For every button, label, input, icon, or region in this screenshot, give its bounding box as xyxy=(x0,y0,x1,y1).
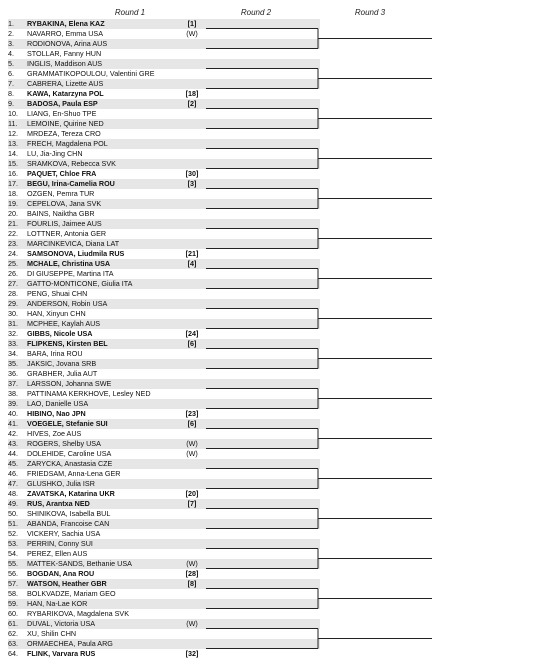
seed-label: [7] xyxy=(187,499,197,508)
draw-number: 11. xyxy=(8,119,18,128)
draw-number: 19. xyxy=(8,199,18,208)
player-name: INGLIS, Maddison AUS xyxy=(27,59,103,68)
player-name: LIANG, En-Shuo TPE xyxy=(27,109,97,118)
player-name: STOLLAR, Fanny HUN xyxy=(27,49,102,58)
draw-number: 42. xyxy=(8,429,18,438)
player-name: KAWA, Katarzyna POL xyxy=(27,89,104,98)
player-name: CEPELOVA, Jana SVK xyxy=(27,199,102,208)
player-name: LEMOINE, Quirine NED xyxy=(27,119,104,128)
player-name: MCPHEE, Kaylah AUS xyxy=(27,319,101,328)
draw-number: 49. xyxy=(8,499,18,508)
player-name: GRABHER, Julia AUT xyxy=(27,369,98,378)
player-name: RUS, Arantxa NED xyxy=(27,499,90,508)
player-name: FLINK, Varvara RUS xyxy=(27,649,96,658)
player-name: OZGEN, Pemra TUR xyxy=(27,189,95,198)
draw-number: 32. xyxy=(8,329,18,338)
player-name: FRIEDSAM, Anna-Lena GER xyxy=(27,469,121,478)
player-name: LAO, Danielle USA xyxy=(27,399,89,408)
seed-label: [28] xyxy=(185,569,199,578)
seed-label: [30] xyxy=(185,169,199,178)
player-name: ANDERSON, Robin USA xyxy=(27,299,108,308)
player-name: RYBARIKOVA, Magdalena SVK xyxy=(27,609,130,618)
player-name: XU, Shilin CHN xyxy=(27,629,77,638)
draw-number: 10. xyxy=(8,109,18,118)
player-name: BOGDAN, Ana ROU xyxy=(27,569,95,578)
player-name: ZARYCKA, Anastasia CZE xyxy=(27,459,113,468)
draw-number: 47. xyxy=(8,479,18,488)
draw-number: 4. xyxy=(8,49,14,58)
draw-number: 39. xyxy=(8,399,18,408)
player-name: HAN, Xinyun CHN xyxy=(27,309,86,318)
player-name: MCHALE, Christina USA xyxy=(27,259,111,268)
seed-label: [18] xyxy=(185,89,199,98)
round-2-header: Round 2 xyxy=(240,8,272,17)
draw-number: 21. xyxy=(8,219,18,228)
seed-label: [21] xyxy=(185,249,199,258)
draw-number: 28. xyxy=(8,289,18,298)
player-name: GRAMMATIKOPOULOU, Valentini GRE xyxy=(27,69,155,78)
draw-number: 30. xyxy=(8,309,18,318)
player-name: RYBAKINA, Elena KAZ xyxy=(27,19,105,28)
player-name: PATTINAMA KERKHOVE, Lesley NED xyxy=(27,389,151,398)
seed-label: (W) xyxy=(186,559,198,568)
draw-number: 14. xyxy=(8,149,18,158)
draw-number: 38. xyxy=(8,389,18,398)
draw-number: 45. xyxy=(8,459,18,468)
round-1-header: Round 1 xyxy=(114,8,146,17)
draw-number: 48. xyxy=(8,489,18,498)
draw-number: 62. xyxy=(8,629,18,638)
draw-number: 56. xyxy=(8,569,18,578)
seed-label: [3] xyxy=(187,179,197,188)
player-name: HAN, Na-Lae KOR xyxy=(27,599,88,608)
player-name: ROGERS, Shelby USA xyxy=(27,439,101,448)
seed-label: [1] xyxy=(187,19,197,28)
draw-number: 36. xyxy=(8,369,18,378)
draw-number: 35. xyxy=(8,359,18,368)
draw-number: 46. xyxy=(8,469,18,478)
draw-number: 15. xyxy=(8,159,18,168)
player-name: SRAMKOVA, Rebecca SVK xyxy=(27,159,116,168)
draw-number: 9. xyxy=(8,99,14,108)
draw-number: 58. xyxy=(8,589,18,598)
player-name: ABANDA, Francoise CAN xyxy=(27,519,110,528)
seed-label: [24] xyxy=(185,329,199,338)
draw-number: 1. xyxy=(8,19,14,28)
player-name: BAINS, Naiktha GBR xyxy=(27,209,95,218)
draw-number: 51. xyxy=(8,519,18,528)
draw-number: 59. xyxy=(8,599,18,608)
player-name: SAMSONOVA, Liudmila RUS xyxy=(27,249,125,258)
draw-number: 52. xyxy=(8,529,18,538)
round-3-header: Round 3 xyxy=(354,8,386,17)
player-name: RODIONOVA, Arina AUS xyxy=(27,39,108,48)
draw-number: 53. xyxy=(8,539,18,548)
player-name: FRECH, Magdalena POL xyxy=(27,139,108,148)
player-name: HIVES, Zoe AUS xyxy=(27,429,82,438)
draw-number: 17. xyxy=(8,179,18,188)
draw-number: 3. xyxy=(8,39,14,48)
player-name: MRDEZA, Tereza CRO xyxy=(27,129,101,138)
seed-label: [4] xyxy=(187,259,197,268)
draw-number: 2. xyxy=(8,29,14,38)
player-name: GIBBS, Nicole USA xyxy=(27,329,93,338)
draw-number: 55. xyxy=(8,559,18,568)
draw-number: 27. xyxy=(8,279,18,288)
seed-label: [32] xyxy=(185,649,199,658)
player-name: HIBINO, Nao JPN xyxy=(27,409,86,418)
player-name: MARCINKEVICA, Diana LAT xyxy=(27,239,120,248)
draw-number: 33. xyxy=(8,339,18,348)
seed-label: (W) xyxy=(186,449,198,458)
player-name: FOURLIS, Jaimee AUS xyxy=(27,219,102,228)
draw-number: 34. xyxy=(8,349,18,358)
draw-number: 12. xyxy=(8,129,18,138)
player-name: BARA, Irina ROU xyxy=(27,349,83,358)
seed-label: [8] xyxy=(187,579,197,588)
player-name: DUVAL, Victoria USA xyxy=(27,619,96,628)
draw-number: 24. xyxy=(8,249,18,258)
draw-number: 18. xyxy=(8,189,18,198)
seed-label: [6] xyxy=(187,419,197,428)
player-name: NAVARRO, Emma USA xyxy=(27,29,104,38)
player-name: BADOSA, Paula ESP xyxy=(27,99,98,108)
draw-number: 61. xyxy=(8,619,18,628)
draw-number: 13. xyxy=(8,139,18,148)
player-name: ORMAECHEA, Paula ARG xyxy=(27,639,113,648)
draw-number: 31. xyxy=(8,319,18,328)
player-name: BEGU, Irina-Camelia ROU xyxy=(27,179,115,188)
draw-number: 41. xyxy=(8,419,18,428)
seed-label: [2] xyxy=(187,99,197,108)
draw-number: 54. xyxy=(8,549,18,558)
player-name: PEREZ, Ellen AUS xyxy=(27,549,88,558)
player-name: GATTO-MONTICONE, Giulia ITA xyxy=(27,279,133,288)
player-name: SHINIKOVA, Isabella BUL xyxy=(27,509,111,518)
draw-number: 16. xyxy=(8,169,18,178)
draw-number: 8. xyxy=(8,89,14,98)
player-name: LU, Jia-Jing CHN xyxy=(27,149,83,158)
draw-number: 29. xyxy=(8,299,18,308)
draw-number: 23. xyxy=(8,239,18,248)
player-name: ZAVATSKA, Katarina UKR xyxy=(27,489,115,498)
player-name: DOLEHIDE, Caroline USA xyxy=(27,449,112,458)
player-name: DI GIUSEPPE, Martina ITA xyxy=(27,269,114,278)
player-name: LARSSON, Johanna SWE xyxy=(27,379,112,388)
seed-label: [20] xyxy=(185,489,199,498)
player-name: PERRIN, Conny SUI xyxy=(27,539,93,548)
player-name: FLIPKENS, Kirsten BEL xyxy=(27,339,108,348)
seed-label: [6] xyxy=(187,339,197,348)
draw-number: 43. xyxy=(8,439,18,448)
player-name: PENG, Shuai CHN xyxy=(27,289,88,298)
seed-label: (W) xyxy=(186,619,198,628)
draw-number: 20. xyxy=(8,209,18,218)
draw-number: 5. xyxy=(8,59,14,68)
draw-number: 7. xyxy=(8,79,14,88)
player-name: WATSON, Heather GBR xyxy=(27,579,107,588)
draw-number: 50. xyxy=(8,509,18,518)
player-name: VOEGELE, Stefanie SUI xyxy=(27,419,108,428)
player-name: MATTEK-SANDS, Bethanie USA xyxy=(27,559,132,568)
draw-number: 26. xyxy=(8,269,18,278)
player-name: VICKERY, Sachia USA xyxy=(27,529,101,538)
seed-label: [23] xyxy=(185,409,199,418)
player-name: CABRERA, Lizette AUS xyxy=(27,79,104,88)
draw-number: 40. xyxy=(8,409,18,418)
player-name: JAKSIC, Jovana SRB xyxy=(27,359,97,368)
draw-number: 37. xyxy=(8,379,18,388)
draw-number: 60. xyxy=(8,609,18,618)
player-name: GLUSHKO, Julia ISR xyxy=(27,479,95,488)
draw-number: 25. xyxy=(8,259,18,268)
player-name: BOLKVADZE, Mariam GEO xyxy=(27,589,116,598)
draw-number: 44. xyxy=(8,449,18,458)
player-name: PAQUET, Chloe FRA xyxy=(27,169,97,178)
draw-number: 63. xyxy=(8,639,18,648)
draw-number: 6. xyxy=(8,69,14,78)
seed-label: (W) xyxy=(186,439,198,448)
player-name: LOTTNER, Antonia GER xyxy=(27,229,107,238)
draw-number: 22. xyxy=(8,229,18,238)
draw-number: 64. xyxy=(8,649,18,658)
seed-label: (W) xyxy=(186,29,198,38)
draw-number: 57. xyxy=(8,579,18,588)
